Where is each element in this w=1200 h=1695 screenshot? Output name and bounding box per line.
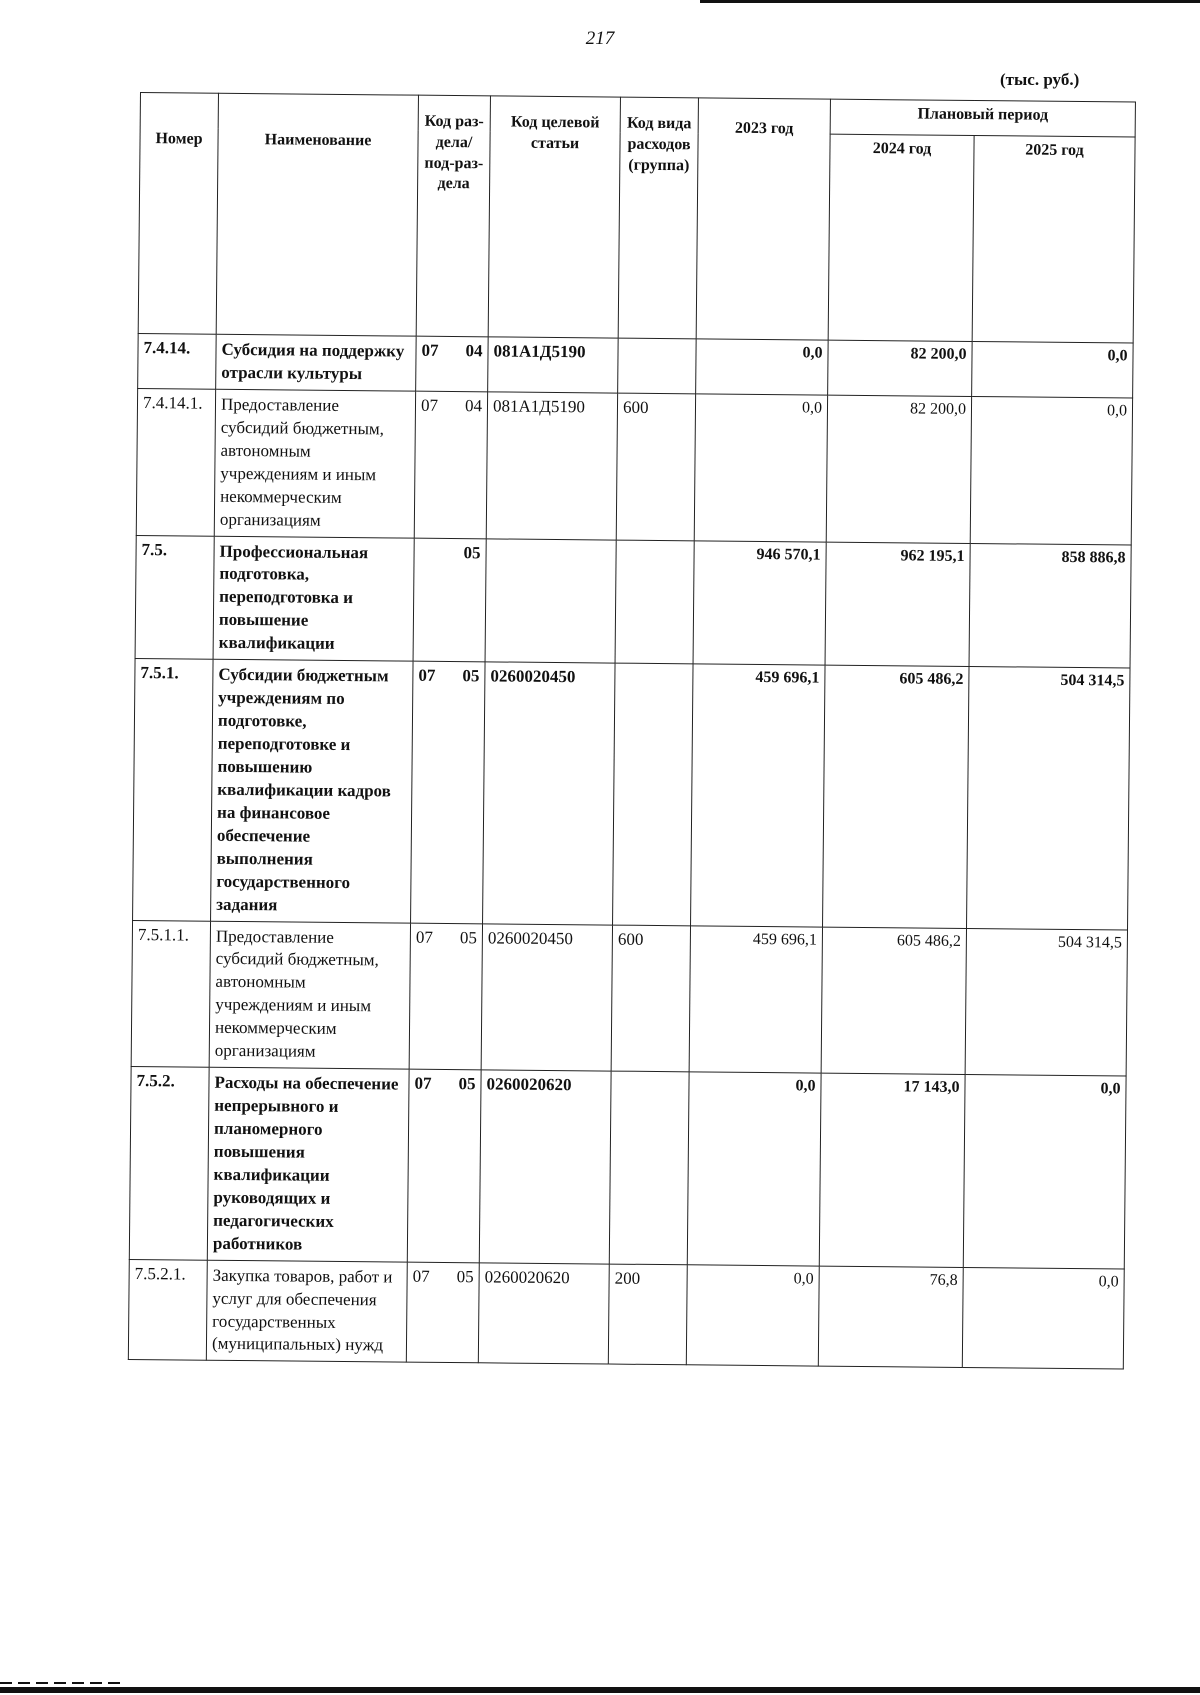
table-row [131, 920, 1127, 1076]
row-value-2025: 0,0 [963, 1075, 1126, 1269]
row-name: Предоставление субсидий бюджетным, автономным учреждениям и иным некоммерческим организациям [214, 389, 415, 538]
units-label: (тыс. руб.) [1000, 70, 1080, 89]
row-value-2023: 0,0 [696, 339, 829, 395]
row-name: Закупка товаров, работ и услуг для обеспечения государственных (муниципальных) нужд [206, 1260, 407, 1363]
header-planned-period: Плановый период [830, 99, 1135, 137]
row-target-article: 081А1Д5190 [488, 337, 619, 393]
row-value-2025: 0,0 [972, 341, 1134, 397]
row-expense-type [615, 540, 694, 664]
row-razdel [411, 661, 486, 923]
razdel-code: 07 [414, 1073, 432, 1093]
row-razdel [413, 538, 486, 662]
row-razdel [407, 1069, 481, 1262]
row-value-2024: 605 486,2 [821, 927, 966, 1075]
row-razdel [416, 336, 489, 392]
header-2024: 2024 год [828, 134, 974, 341]
podrazdel-code: 05 [463, 542, 481, 562]
row-value-2023: 0,0 [694, 394, 827, 542]
header-2025: 2025 год [972, 136, 1135, 344]
header-razdel: Код раз-дела/ под-раз-дела [416, 95, 490, 337]
row-value-2024: 17 143,0 [819, 1073, 965, 1267]
row-target-article: 0260020620 [479, 1070, 611, 1264]
row-expense-type [609, 1071, 689, 1264]
row-value-2024: 605 486,2 [823, 665, 970, 928]
razdel-code: 07 [420, 395, 439, 415]
row-number: 7.5.1.1. [131, 920, 210, 1067]
bottom-scan-rule [0, 1687, 1200, 1693]
table-row [138, 333, 1133, 397]
podrazdel-code: 05 [462, 666, 480, 686]
podrazdel-code: 04 [464, 396, 483, 416]
table-row [133, 659, 1130, 930]
row-name: Расходы на обеспечение непрерывного и планомерного повышения квалификации руководящих и педагогических работников [207, 1067, 409, 1261]
row-name: Субсидия на поддержку отрасли культуры [216, 334, 417, 391]
podrazdel-code: 05 [458, 1074, 476, 1094]
row-value-2023: 0,0 [687, 1072, 821, 1266]
row-value-2025: 0,0 [962, 1267, 1124, 1369]
podrazdel-code: 04 [465, 341, 483, 361]
row-target-article: 0260020450 [483, 662, 616, 925]
row-razdel [414, 391, 487, 538]
table-row [135, 535, 1131, 668]
row-name: Предоставление субсидий бюджетным, автономным учреждениям и иным некоммерческим организациям [209, 921, 410, 1070]
table-row [128, 1259, 1124, 1369]
razdel-code: 07 [418, 665, 436, 686]
row-number: 7.5. [135, 535, 214, 659]
row-expense-type [613, 663, 694, 925]
row-number: 7.5.2.1. [128, 1259, 207, 1360]
row-razdel [406, 1262, 479, 1363]
row-expense-type: 200 [608, 1264, 687, 1365]
row-target-article: 0260020620 [478, 1262, 609, 1364]
row-number: 7.4.14. [138, 333, 217, 389]
header-expense-type: Код вида расходов (группа) [618, 97, 698, 339]
razdel-code: 07 [412, 1266, 430, 1286]
page-number: 217 [585, 28, 615, 49]
row-value-2024: 82 200,0 [828, 340, 973, 396]
razdel-code: 07 [415, 927, 433, 947]
row-target-article: 0260020450 [481, 923, 612, 1071]
header-target-article: Код целевой статьи [488, 96, 620, 338]
row-expense-type: 600 [616, 393, 695, 540]
row-target-article: 081А1Д5190 [486, 392, 617, 540]
podrazdel-code: 05 [456, 1266, 474, 1286]
row-value-2024: 962 195,1 [825, 542, 970, 667]
row-value-2023: 459 696,1 [691, 664, 826, 927]
row-value-2024: 82 200,0 [826, 395, 971, 543]
row-value-2023: 946 570,1 [693, 540, 826, 665]
table-row [136, 388, 1132, 544]
row-number: 7.5.1. [133, 659, 214, 921]
row-name: Профессиональная подготовка, переподготовка и повышение квалификации [213, 536, 414, 662]
header-2023: 2023 год [696, 98, 830, 340]
row-value-2025: 0,0 [970, 396, 1132, 544]
row-value-2025: 504 314,5 [967, 667, 1131, 930]
row-number: 7.5.2. [129, 1067, 209, 1260]
row-name: Субсидии бюджетным учреждениям по подготовке, переподготовке и повышению квалификации кадров на финансовое обеспечение выполнения государственного задания [211, 659, 413, 922]
row-razdel [409, 923, 482, 1070]
row-value-2025: 858 886,8 [969, 543, 1131, 668]
header-number: Номер [138, 93, 218, 335]
row-value-2023: 459 696,1 [689, 925, 822, 1073]
table-row [129, 1067, 1126, 1269]
bottom-scan-dash [0, 1682, 120, 1684]
row-expense-type: 600 [611, 925, 690, 1072]
podrazdel-code: 05 [459, 927, 477, 947]
row-number: 7.4.14.1. [136, 388, 215, 535]
row-value-2025: 504 314,5 [965, 928, 1127, 1076]
row-value-2024: 76,8 [818, 1266, 963, 1368]
budget-table [128, 92, 1136, 1370]
row-value-2023: 0,0 [686, 1264, 819, 1366]
header-name: Наименование [216, 93, 418, 336]
razdel-code: 07 [421, 340, 439, 360]
row-expense-type [618, 338, 697, 394]
row-target-article [485, 538, 616, 663]
top-scan-rule [700, 0, 1200, 3]
